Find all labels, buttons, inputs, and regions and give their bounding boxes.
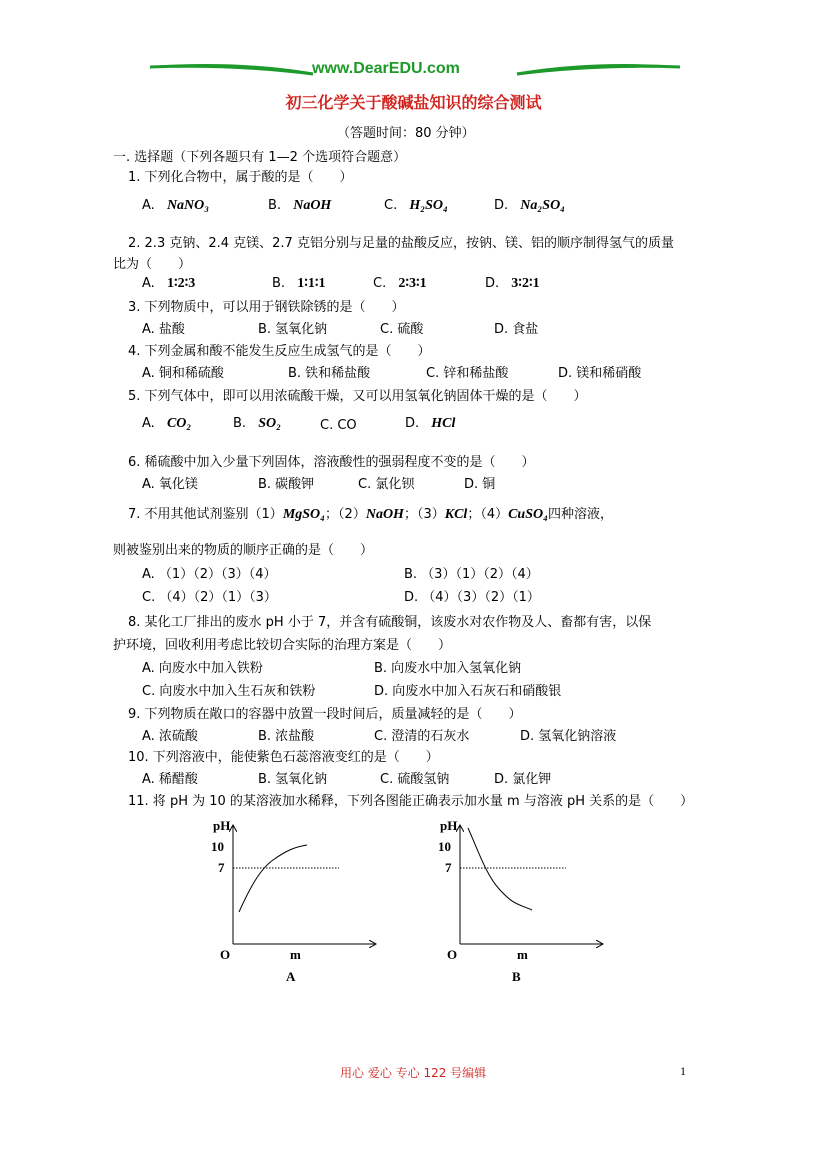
graph-a-caption: A <box>286 969 296 984</box>
q7-option-b: B. （3）（1）（2）（4） <box>404 567 539 582</box>
graph-b-x-label: m <box>517 947 528 962</box>
ph-curve <box>468 828 532 910</box>
ratio: 3∶2∶1 <box>511 276 540 291</box>
question-8-cont: 护环境，回收利用考虑比较切合实际的治理方案是（ ） <box>113 638 452 653</box>
option-label: B. <box>272 276 286 291</box>
q6-option-d: D. 铜 <box>464 477 496 492</box>
option-label: B. <box>268 198 282 213</box>
graph-b-y-label: pH <box>440 818 458 833</box>
q1-option-b <box>268 198 331 214</box>
formula: NaOH <box>293 198 332 213</box>
q6-option-a: A. 氧化镁 <box>142 477 198 492</box>
option-label: D. <box>405 416 420 431</box>
q8-option-c: C. 向废水中加入生石灰和铁粉 <box>142 684 316 699</box>
q7-sep: ；（2） <box>325 507 366 522</box>
question-9: 9. 下列物质在敞口的容器中放置一段时间后，质量减轻的是（ ） <box>128 707 522 722</box>
q4-option-d: D. 镁和稀硝酸 <box>558 366 642 381</box>
q5-option-b <box>233 416 281 432</box>
formula: MgSO₄ <box>282 507 326 522</box>
graph-a-tick-7: 7 <box>218 860 225 875</box>
section-heading: 一. 选择题（下列各题只有 1—2 个选项符合题意） <box>113 150 407 165</box>
q10-option-b: B. 氢氧化钠 <box>258 772 328 787</box>
q7-sep: ；（4） <box>467 507 509 522</box>
formula: CuSO₄ <box>508 507 548 522</box>
formula: CO₂ <box>166 416 192 431</box>
question-5: 5. 下列气体中，即可以用浓硫酸干燥，又可以用氢氧化钠固体干燥的是（ ） <box>128 389 587 404</box>
option-label: A. <box>142 276 155 291</box>
formula: HCl <box>431 416 456 431</box>
q7-option-a: A. （1）（2）（3）（4） <box>142 567 277 582</box>
q2-option-b <box>272 275 326 292</box>
graph-a-origin: O <box>220 947 231 962</box>
option-label: C. <box>384 198 398 213</box>
q8-option-d: D. 向废水中加入石灰石和硝酸银 <box>374 684 562 699</box>
q8-option-b: B. 向废水中加入氢氧化钠 <box>374 661 522 676</box>
graph-a-tick-10: 10 <box>211 839 224 854</box>
footer-note: 用心 爱心 专心 122 号编辑 <box>340 1066 487 1080</box>
time-note: （答题时间：80 分钟） <box>337 126 475 141</box>
q9-option-b: B. 浓盐酸 <box>258 729 315 744</box>
q9-option-d: D. 氢氧化钠溶液 <box>520 729 617 744</box>
option-label: A. <box>142 198 155 213</box>
question-2-cont: 比为（ ） <box>113 257 192 272</box>
brand-logo-text: www.DearEDU.com <box>312 60 460 77</box>
q4-option-c: C. 锌和稀盐酸 <box>426 366 509 381</box>
q7-option-d: D. （4）（3）（2）（1） <box>404 590 540 605</box>
q7-text-pre: 7. 不用其他试剂鉴别（1） <box>128 507 283 522</box>
formula: Na₂SO₄ <box>520 198 566 213</box>
graph-a <box>225 820 385 955</box>
q10-option-a: A. 稀醋酸 <box>142 772 198 787</box>
q6-option-c: C. 氯化钡 <box>358 477 415 492</box>
formula: NaNO₃ <box>166 198 210 213</box>
q1-option-d <box>494 198 565 214</box>
question-7 <box>128 503 613 523</box>
option-label: C. <box>373 276 387 291</box>
q1-option-c <box>384 198 448 214</box>
q10-option-d: D. 氯化钾 <box>494 772 552 787</box>
q10-option-c: C. 硫酸氢钠 <box>380 772 450 787</box>
graph-b-caption: B <box>512 969 521 984</box>
graph-b-origin: O <box>447 947 458 962</box>
question-6: 6. 稀硫酸中加入少量下列固体，溶液酸性的强弱程度不变的是（ ） <box>128 455 535 470</box>
q5-option-a <box>142 416 191 432</box>
q3-option-a: A. 盐酸 <box>142 322 185 337</box>
question-1: 1. 下列化合物中，属于酸的是（ ） <box>128 170 353 185</box>
q7-option-c: C. （4）（2）（1）（3） <box>142 590 277 605</box>
question-2: 2. 2.3 克钠、2.4 克镁、2.7 克铝分别与足量的盐酸反应，按钠、镁、铝的顺序制得氢气的质量 <box>128 236 674 251</box>
option-label: A. <box>142 416 155 431</box>
page-number: 1 <box>680 1064 686 1078</box>
q5-option-d <box>405 416 455 432</box>
q8-option-a: A. 向废水中加入铁粉 <box>142 661 263 676</box>
question-4: 4. 下列金属和酸不能发生反应生成氢气的是（ ） <box>128 344 431 359</box>
q1-option-a <box>142 198 209 214</box>
q2-option-d <box>485 275 540 292</box>
graph-b-tick-7: 7 <box>445 860 452 875</box>
page-title: 初三化学关于酸碱盐知识的综合测试 <box>285 93 542 112</box>
ratio: 2∶3∶1 <box>398 276 427 291</box>
q5-option-c: C. CO <box>320 418 357 433</box>
q9-option-c: C. 澄清的石灰水 <box>374 729 470 744</box>
q6-option-b: B. 碳酸钾 <box>258 477 315 492</box>
graph-b <box>452 820 612 955</box>
ratio: 1∶2∶3 <box>166 276 196 291</box>
option-label: D. <box>494 198 509 213</box>
formula: NaOH <box>365 507 404 522</box>
q9-option-a: A. 浓硫酸 <box>142 729 198 744</box>
question-11: 11. 将 pH 为 10 的某溶液加水稀释，下列各图能正确表示加水量 m 与溶液 pH 关系的是（ ） <box>128 794 694 809</box>
ph-curve <box>239 845 307 912</box>
question-7-cont: 则被鉴别出来的物质的顺序正确的是（ ） <box>113 543 374 558</box>
graph-b-tick-10: 10 <box>438 839 451 854</box>
q3-option-d: D. 食盐 <box>494 322 539 337</box>
formula: H₂SO₄ <box>409 198 448 213</box>
q3-option-c: C. 硫酸 <box>380 322 424 337</box>
q4-option-a: A. 铜和稀硫酸 <box>142 366 224 381</box>
question-8: 8. 某化工厂排出的废水 pH 小于 7，并含有硫酸铜，该废水对农作物及人、畜都有害，以保 <box>128 615 652 630</box>
ratio: 1∶1∶1 <box>297 276 326 291</box>
option-label: B. <box>233 416 247 431</box>
q7-sep: ；（3） <box>403 507 445 522</box>
graph-a-x-label: m <box>290 947 301 962</box>
option-label: D. <box>485 276 500 291</box>
q4-option-b: B. 铁和稀盐酸 <box>288 366 371 381</box>
q2-option-a <box>142 275 195 292</box>
formula: SO₂ <box>258 416 281 431</box>
q7-text-post: 四种溶液， <box>548 507 614 522</box>
question-10: 10. 下列溶液中，能使紫色石蕊溶液变红的是（ ） <box>128 750 439 765</box>
graph-a-y-label: pH <box>213 818 231 833</box>
q2-option-c <box>373 275 427 292</box>
formula: KCl <box>444 507 468 522</box>
question-3: 3. 下列物质中，可以用于钢铁除锈的是（ ） <box>128 300 405 315</box>
q3-option-b: B. 氢氧化钠 <box>258 322 328 337</box>
